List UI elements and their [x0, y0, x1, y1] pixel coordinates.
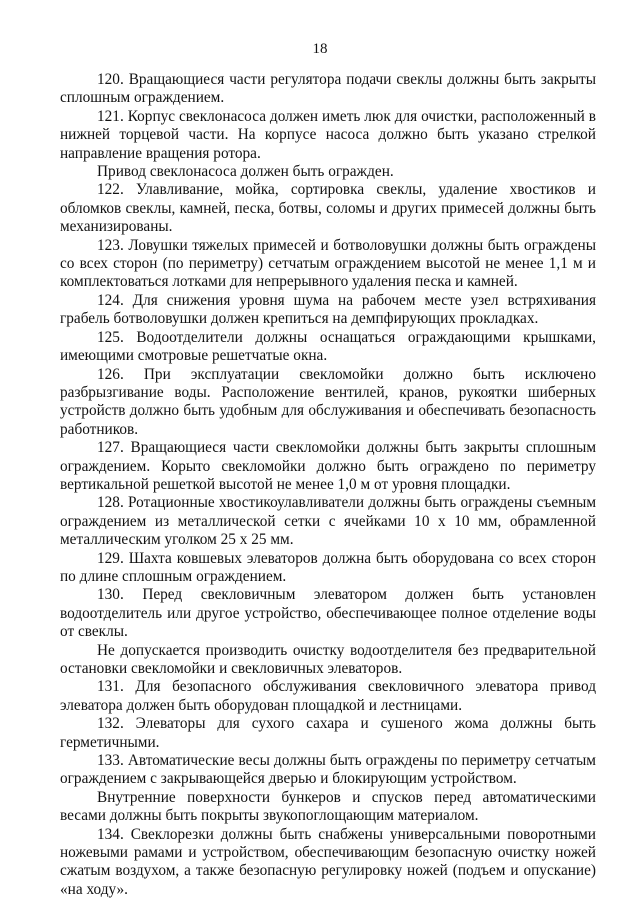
paragraph-129: 129. Шахта ковшевых элеваторов должна быть оборудована со всех сторон по длине сплошным ограждением. — [60, 549, 596, 585]
paragraph-128: 128. Ротационные хвостикоулавливатели должны быть ограждены съемным ограждением из металлической сетки с ячейками 10 х 10 мм, обрамленной металлическим уголком 25 х 25 мм. — [60, 494, 596, 549]
paragraph-133: 133. Автоматические весы должны быть ограждены по периметру сетчатым ограждением с закрывающейся дверью и блокирующим устройством. — [60, 752, 596, 788]
paragraph-123: 123. Ловушки тяжелых примесей и ботволовушки должны быть ограждены со всех сторон (по периметру) сетчатым ограждением высотой не менее 1,1 м и комплектоваться лотками для непрерывного удаления песка и камней. — [60, 236, 596, 291]
paragraph-121: 121. Корпус свеклонасоса должен иметь люк для очистки, расположенный в нижней торцевой части. На корпусе насоса должно быть указано стрелкой направление вращения ротора. — [60, 107, 596, 162]
paragraph-130-note: Не допускается производить очистку водоотделителя без предварительной остановки свекломойки и свекловичных элеваторов. — [60, 641, 596, 677]
paragraph-132: 132. Элеваторы для сухого сахара и сушеного жома должны быть герметичными. — [60, 715, 596, 751]
paragraph-125: 125. Водоотделители должны оснащаться ограждающими крышками, имеющими смотровые решетчатые окна. — [60, 328, 596, 365]
paragraph-120: 120. Вращающиеся части регулятора подачи свеклы должны быть закрыты сплошным ограждением. — [60, 71, 596, 107]
document-body — [60, 71, 596, 899]
paragraph-126: 126. При эксплуатации свекломойки должно быть исключено разбрызгивание воды. Расположение вентилей, кранов, рукоятки шиберных устройств должно быть удобным для обслуживания и обеспечивать безопасность работников. — [60, 365, 596, 438]
paragraph-122: 122. Улавливание, мойка, сортировка свеклы, удаление хвостиков и обломков свеклы, камней, песка, ботвы, соломы и других примесей должны быть механизированы. — [60, 181, 596, 236]
paragraph-134: 134. Свеклорезки должны быть снабжены универсальными поворотными ножевыми рамами и устройством, обеспечивающим безопасную очистку ножей сжатым воздухом, а также безопасную регулировку ножей (подъем и опускание) «на ходу». — [60, 825, 596, 898]
paragraph-127: 127. Вращающиеся части свекломойки должны быть закрыты сплошным ограждением. Корыто свекломойки должно быть ограждено по периметру вертикальной решеткой высотой не менее 1,0 м от уровня площадки. — [60, 439, 596, 493]
page-number: 18 — [312, 41, 328, 57]
paragraph-130: 130. Перед свекловичным элеватором должен быть установлен водоотделитель или другое устройство, обеспечивающее полное отделение воды от свеклы. — [60, 586, 596, 641]
paragraph-131: 131. Для безопасного обслуживания свекловичного элеватора привод элеватора должен быть оборудован площадкой и лестницами. — [60, 678, 596, 714]
paragraph-133-note: Внутренние поверхности бункеров и спусков перед автоматическими весами должны быть покрыты звукопоглощающим материалом. — [60, 788, 596, 825]
paragraph-124: 124. Для снижения уровня шума на рабочем месте узел встряхивания грабель ботволовушки должен крепиться на демпфирующих прокладках. — [60, 291, 596, 328]
paragraph-121-drive: Привод свеклонасоса должен быть огражден. — [97, 163, 394, 181]
